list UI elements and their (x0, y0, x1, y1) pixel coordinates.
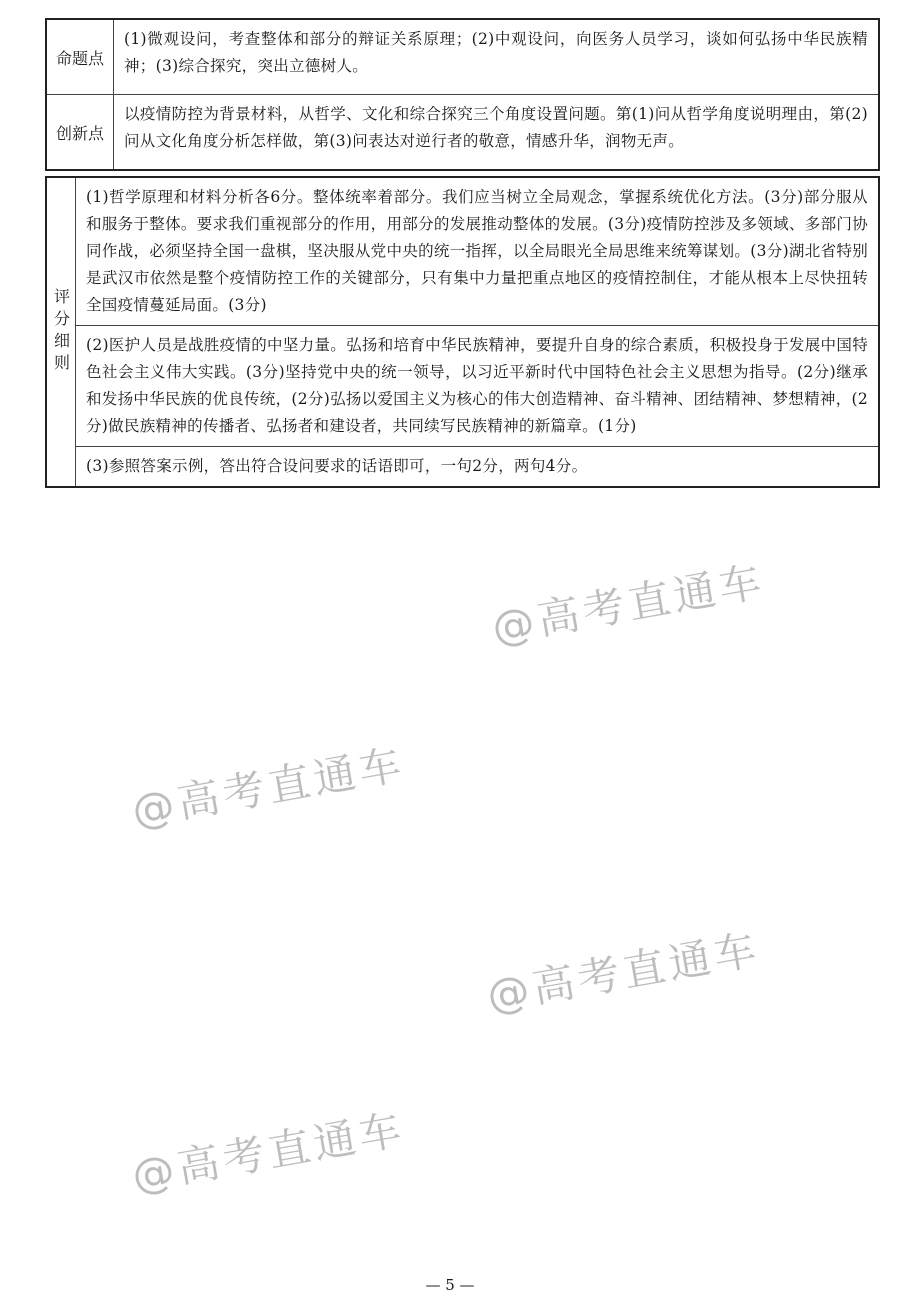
row-text: 以疫情防控为背景材料，从哲学、文化和综合探究三个角度设置问题。第(1)问从哲学角度说明理由，第(2)问从文化角度分析怎样做，第(3)问表达对逆行者的敬意，情感升华，润物无声。 (124, 105, 868, 150)
watermark: @高考直通车 (128, 1104, 409, 1201)
scoring-label-cell (47, 178, 76, 486)
scoring-item-2: (2)医护人员是战胜疫情的中坚力量。弘扬和培育中华民族精神，要提升自身的综合素质，积极投身于发展中国特色社会主义伟大实践。(3分)坚持党中央的统一领导，以习近平新时代中国特色社会主义思想为指导。(2分)继承和发扬中华民族的优良传统，(2分)弘扬以爱国主义为核心的伟大创造精神、奋斗精神、团结精神、梦想精神，(2分)做民族精神的传播者、弘扬者和建设者，共同续写民族精神的新篇章。(1分) (76, 325, 878, 446)
scoring-item-3: (3)参照答案示例，答出符合设问要求的话语即可，一句2分，两句4分。 (76, 446, 878, 486)
summary-table (45, 18, 880, 171)
watermark: @高考直通车 (128, 739, 409, 836)
watermark: @高考直通车 (488, 556, 769, 653)
scoring-table (45, 176, 880, 488)
watermark: @高考直通车 (483, 924, 764, 1021)
row-text: (1)微观设问，考查整体和部分的辩证关系原理；(2)中观设问，向医务人员学习，谈如何弘扬中华民族精神；(3)综合探究，突出立德树人。 (124, 30, 868, 75)
scoring-item-1: (1)哲学原理和材料分析各6分。整体统率着部分。我们应当树立全局观念，掌握系统优化方法。(3分)部分服从和服务于整体。要求我们重视部分的作用，用部分的发展推动整体的发展。(3分)疫情防控涉及多领域、多部门协同作战，必须坚持全国一盘棋，坚决服从党中央的统一指挥，以全局眼光全局思维来统筹谋划。(3分)湖北省特别是武汉市依然是整个疫情防控工作的关键部分，只有集中力量把重点地区的疫情控制住，才能从根本上尽快扭转全国疫情蔓延局面。(3分) (86, 188, 868, 314)
row-label: 创新点 (47, 95, 114, 169)
row-label: 命题点 (47, 20, 114, 94)
scoring-label: 评分细则 (51, 288, 71, 376)
page-number: — 5 — (425, 1276, 475, 1294)
scoring-cells (76, 178, 878, 486)
table-row (47, 94, 878, 169)
table-row (47, 20, 878, 94)
